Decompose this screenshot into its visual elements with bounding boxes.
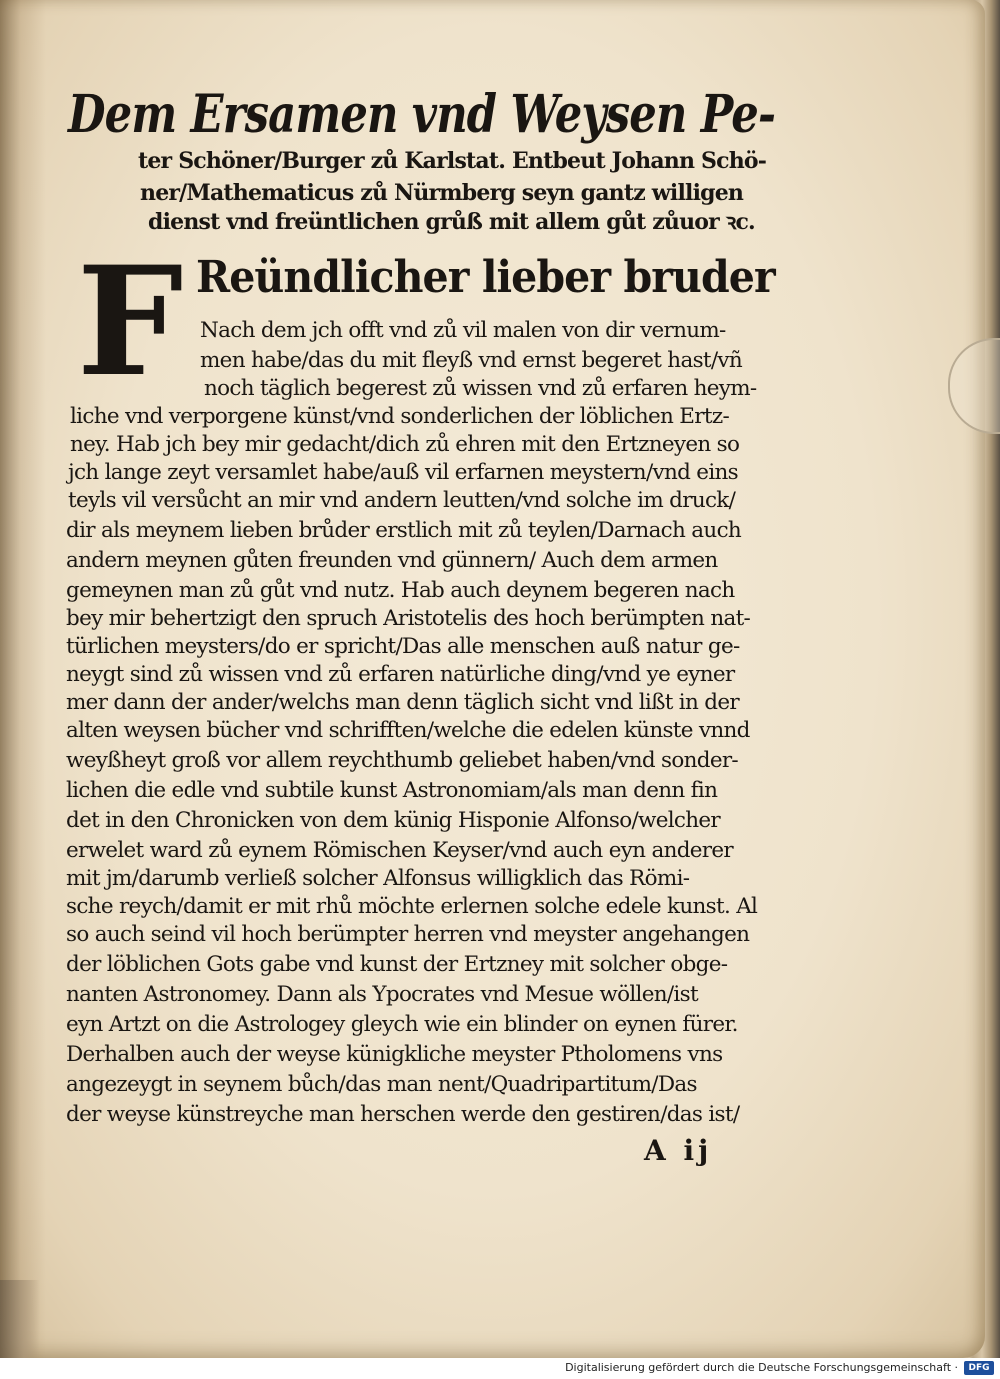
body-line: neygt sind zů wissen vnd zů erfaren natürliche ding/vnd ye eyner bbox=[66, 662, 735, 687]
body-line: noch täglich begerest zů wissen vnd zů erfaren heym- bbox=[204, 376, 757, 401]
body-line: andern meynen gůten freunden vnd günnern/ Auch dem armen bbox=[66, 548, 718, 573]
body-line: men habe/das du mit fleyß vnd ernst begeret hast/vñ bbox=[200, 348, 742, 373]
body-line: gemeynen man zů gůt vnd nutz. Hab auch deynem begeren nach bbox=[66, 578, 735, 603]
body-line: ney. Hab jch bey mir gedacht/dich zů ehren mit den Ertzneyen so bbox=[70, 432, 740, 457]
spine-shadow bbox=[0, 0, 46, 1358]
body-line: teyls vil versůcht an mir vnd andern leutten/vnd solche im druck/ bbox=[68, 488, 736, 513]
dedication-line: ter Schöner/Burger zů Karlstat. Entbeut Johann Schö- bbox=[138, 148, 767, 174]
dfg-logo-icon[interactable]: DFG bbox=[964, 1361, 994, 1375]
body-line: alten weysen bücher vnd schrifften/welche die edelen künste vnnd bbox=[66, 718, 750, 743]
body-line: der weyse künstreyche man herschen werde den gestiren/das ist/ bbox=[66, 1102, 740, 1127]
body-line: lichen die edle vnd subtile kunst Astronomiam/als man denn fin bbox=[66, 778, 718, 803]
dedication-headline: Dem Ersamen vnd Weysen Pe- bbox=[68, 84, 776, 145]
body-line: dir als meynem lieben brůder erstlich mit zů teylen/Darnach auch bbox=[66, 518, 742, 543]
body-line: angezeygt in seynem bůch/das man nent/Quadripartitum/Das bbox=[66, 1072, 697, 1097]
body-line: erwelet ward zů eynem Römischen Keyser/vnd auch eyn anderer bbox=[66, 838, 733, 863]
body-line: so auch seind vil hoch berümpter herren vnd meyster angehangen bbox=[66, 922, 750, 947]
body-line: nanten Astronomey. Dann als Ypocrates vnd Mesue wöllen/ist bbox=[66, 982, 698, 1007]
dedication-line: dienst vnd freüntlichen grůß mit allem gůt zůuor ꝛc. bbox=[148, 209, 755, 235]
opening-line: Reündlicher lieber bruder bbox=[196, 252, 775, 303]
signature-mark: A ij bbox=[644, 1134, 713, 1167]
body-line: sche reych/damit er mit rhů möchte erlernen solche edele kunst. Al bbox=[66, 894, 758, 919]
footer-credit-text: Digitalisierung gefördert durch die Deutsche Forschungsgemeinschaft · bbox=[565, 1361, 958, 1374]
body-line: Derhalben auch der weyse künigkliche meyster Ptholomens vns bbox=[66, 1042, 723, 1067]
body-line: mer dann der ander/welchs man denn täglich sicht vnd lißt in der bbox=[66, 690, 739, 715]
dedication-line: ner/Mathematicus zů Nürmberg seyn gantz willigen bbox=[140, 180, 744, 206]
body-line: türlichen meysters/do er spricht/Das alle menschen auß natur ge- bbox=[66, 634, 740, 659]
digitization-footer bbox=[0, 1358, 1000, 1379]
body-line: weyßheyt groß vor allem reychthumb geliebet haben/vnd sonder- bbox=[66, 748, 738, 773]
body-line: liche vnd verporgene künst/vnd sonderlichen der löblichen Ertz- bbox=[70, 404, 730, 429]
body-line: Nach dem jch offt vnd zů vil malen von dir vernum- bbox=[200, 318, 726, 343]
body-line: jch lange zeyt versamlet habe/auß vil erfarnen meystern/vnd eins bbox=[68, 460, 738, 485]
body-line: eyn Artzt on die Astrologey gleych wie ein blinder on eynen fürer. bbox=[66, 1012, 738, 1037]
decorated-initial: F bbox=[76, 234, 184, 410]
body-line: mit jm/darumb verließ solcher Alfonsus willigklich das Römi- bbox=[66, 866, 690, 891]
body-line: der löblichen Gots gabe vnd kunst der Ertzney mit solcher obge- bbox=[66, 952, 728, 977]
body-line: det in den Chronicken von dem künig Hisponie Alfonso/welcher bbox=[66, 808, 720, 833]
page-corner-wear bbox=[0, 1280, 40, 1358]
body-line: bey mir behertzigt den spruch Aristotelis des hoch berümpten nat- bbox=[66, 606, 751, 631]
